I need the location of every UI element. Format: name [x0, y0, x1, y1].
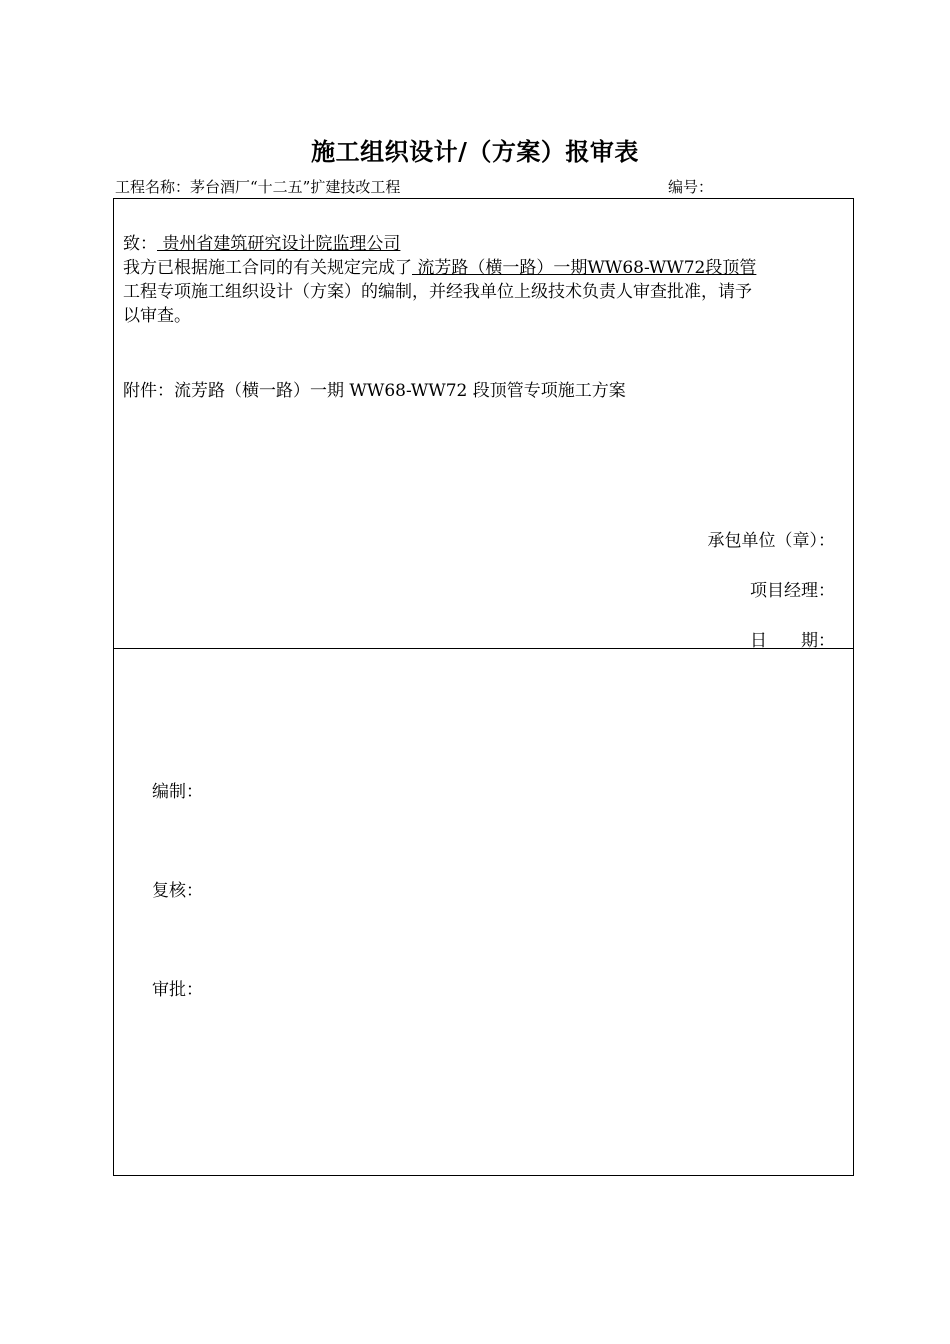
section-divider	[114, 648, 853, 649]
letter-line-1-prefix: 我方已根据施工合同的有关规定完成了	[123, 258, 412, 278]
addressee	[123, 229, 400, 254]
letter-project-name: 流芳路（横一路）一期WW68-WW72段顶管	[412, 258, 757, 278]
form-table	[113, 198, 854, 1176]
form-meta-row	[115, 176, 853, 198]
project-manager-label: 项目经理：	[750, 581, 835, 601]
form-title: 施工组织设计/（方案）报审表	[311, 137, 639, 166]
attachment-line: 附件：流芳路（横一路）一期 WW68-WW72 段顶管专项施工方案	[123, 381, 626, 401]
checked-by-label: 复核：	[152, 881, 203, 901]
to-label: 致：	[123, 234, 157, 254]
prepared-by-label: 编制：	[152, 782, 203, 802]
letter-line-3: 以审查。	[123, 306, 191, 326]
letter-line-1	[123, 253, 756, 278]
approved-by-label: 审批：	[152, 980, 203, 1000]
serial-number-label: 编号：	[668, 178, 714, 196]
contractor-seal-label: 承包单位（章）：	[707, 531, 835, 551]
project-name: 工程名称：茅台酒厂“十二五”扩建技改工程	[115, 178, 401, 196]
to-organization: 贵州省建筑研究设计院监理公司	[157, 234, 401, 254]
date-label: 日 期：	[750, 631, 835, 651]
letter-line-2: 工程专项施工组织设计（方案）的编制，并经我单位上级技术负责人审查批准，请予	[123, 282, 752, 302]
